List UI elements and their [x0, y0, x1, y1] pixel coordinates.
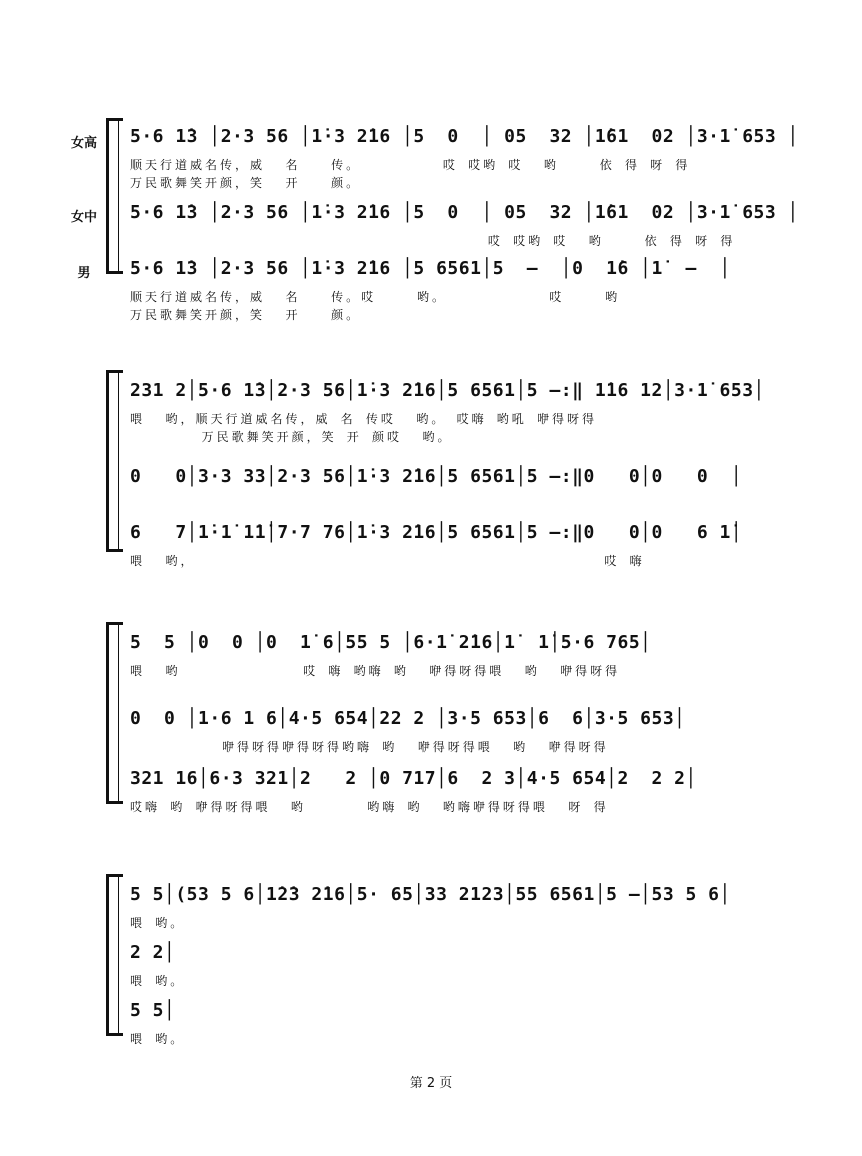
male-staff — [120, 996, 770, 1050]
lyric-line-1: 咿得呀得咿得呀得哟嗨 哟 咿得呀得喂 哟 咿得呀得 — [130, 740, 609, 754]
alto-staff — [120, 938, 770, 992]
part-label-male: 男 — [77, 266, 91, 281]
alto-staff — [120, 704, 770, 764]
score-system-2 — [0, 368, 862, 568]
notes-line: 231 2│5·6 1̇3│2·3 56│1̇·3 2̇16│5 6561│5 —:‖ 1̇16 12│3·1̇ 653│ — [130, 380, 765, 401]
lyric-line-1: 喂 哟，顺天行道威名传，威 名 传哎 哟。 哎嗨 哟吼 咿得呀得 — [130, 412, 598, 426]
male-staff — [120, 764, 770, 820]
notes-line: 0 0 │1·6 1 6│4·5 654│22 2 │3·5 653│6 6│3·5 653│ — [130, 708, 686, 729]
alto-staff — [120, 198, 799, 248]
soprano-staff — [120, 376, 770, 456]
lyric-line-1: 顺天行道威名传，威 名 传。 哎 哎哟 哎 哟 依 得 呀 得 — [130, 158, 691, 172]
lyric-line-1: 哎嗨 哟 咿得呀得喂 哟 哟嗨 哟 哟嗨咿得呀得喂 呀 得 — [130, 800, 609, 814]
part-label-alto: 女中 — [70, 210, 97, 225]
lyric-line-1: 哎 哎哟 哎 哟 依 得 呀 得 — [130, 234, 736, 248]
score-system-3 — [0, 620, 862, 820]
notes-line: 6 7│1̇·1̇ 1̇1̇│7·7 76│1̇·3 2̇16│5 6561│5 —:‖0 0│0 6 1̇│ — [130, 522, 743, 543]
alto-staff — [120, 462, 770, 502]
part-label-soprano: 女高 — [70, 136, 97, 151]
male-staff — [120, 518, 770, 568]
notes-line: 5 5 │0 0 │0 1̇ 6│55 5 │6·1̇ 2̇16│1̇ 1̇│5·6 765│ — [130, 632, 652, 653]
notes-line: 5·6 1̇3 │2·3 56 │1̇·3 2̇16 │5 0 │ 05 32 │1̇61 02 │3·1̇ 653 │ — [130, 202, 799, 223]
system-start-barline — [118, 118, 119, 274]
lyric-line-1: 喂 哟。 — [130, 974, 186, 988]
system-bracket — [106, 622, 115, 804]
notes-line: 321 16│6·3 321│2 2 │0 717│6 2 3│4·5 654│2 2 2│ — [130, 768, 697, 789]
system-start-barline — [118, 874, 119, 1036]
system-bracket — [106, 370, 115, 552]
notes-line: 5 5│ — [130, 1000, 176, 1021]
system-start-barline — [118, 370, 119, 552]
lyric-line-1: 顺天行道威名传，威 名 传。哎 哟。 哎 哟 — [130, 290, 621, 304]
score-system-4 — [0, 872, 862, 1052]
system-bracket — [106, 874, 115, 1036]
lyric-line-1: 喂 哟 哎 嗨 哟嗨 哟 咿得呀得喂 哟 咿得呀得 — [130, 664, 621, 678]
notes-line: 5·6 1̇3 │2·3 56 │1̇·3 2̇16 │5 0 │ 05 32 │1̇61 02 │3·1̇ 653 │ — [130, 126, 799, 147]
male-staff — [120, 254, 770, 332]
soprano-staff — [120, 122, 799, 202]
soprano-staff — [120, 628, 770, 688]
soprano-staff — [120, 880, 770, 940]
lyric-line-1: 喂 哟。 — [130, 1032, 186, 1046]
score-system-1 — [0, 112, 862, 332]
notes-line: 5·6 1̇3 │2·3 56 │1̇·3 2̇16 │5 6561│5 — │0 1̇6 │1̇ — │ — [130, 258, 731, 279]
system-bracket — [106, 118, 115, 274]
system-start-barline — [118, 622, 119, 804]
lyric-line-2: 万民歌舞笑开颜，笑 开 颜。 — [130, 176, 362, 190]
lyric-line-1: 喂 哟， 哎 嗨 — [130, 554, 645, 568]
lyric-line-2: 万民歌舞笑开颜，笑 开 颜哎 哟。 — [130, 430, 453, 444]
notes-line: 2 2│ — [130, 942, 176, 963]
lyric-line-2: 万民歌舞笑开颜，笑 开 颜。 — [130, 308, 362, 322]
notes-line: 5 5│(53 5 6│1̇2̇3 2̇16│5· 65│33 2123│55 6561│5 —│53 5 6│ — [130, 884, 731, 905]
notes-line: 0 0│3·3 33│2·3 56│1̇·3 2̇16│5 6561│5 —:‖0 0│0 0 │ — [130, 466, 743, 487]
lyric-line-1: 喂 哟。 — [130, 916, 186, 930]
page-number: 第 2 页 — [409, 1076, 453, 1091]
